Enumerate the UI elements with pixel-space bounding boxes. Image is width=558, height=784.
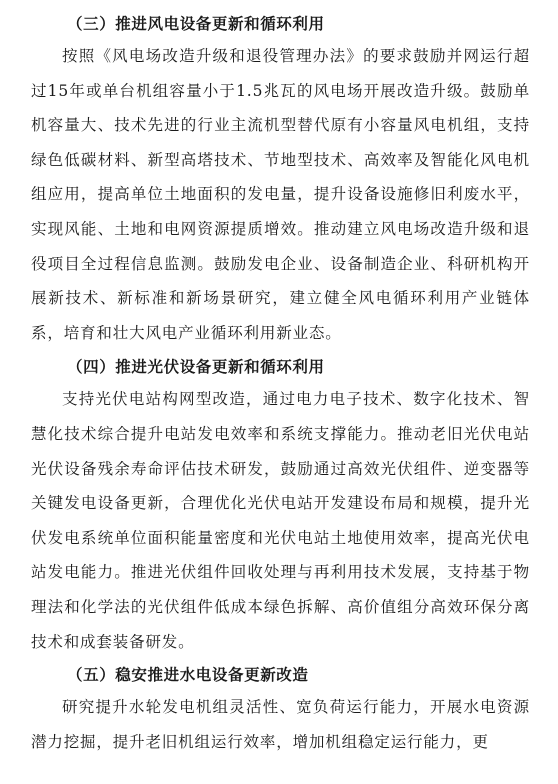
section-wind-power	[31, 8, 530, 350]
section-heading: （四）推进光伏设备更新和循环利用	[67, 357, 325, 377]
section-heading: （三）推进风电设备更新和循环利用	[67, 14, 325, 33]
section-photovoltaic	[31, 351, 530, 659]
section-paragraph: 支持光伏电站构网型改造，通过电力电子技术、数字化技术、智慧化技术综合提升电站发电效率和系统支撑能力。推动老旧光伏电站光伏设备残余寿命评估技术研发，鼓励通过高效光伏组件、逆变器等关键发电设备更新，合理优化光伏电站开发建设布局和规模，提升光伏发电系统单位面积能量密度和光伏电站土地使用效率，提高光伏电站发电能力。推进光伏组件回收处理与再利用技术发展，支持基于物理法和化学法的光伏组件低成本绿色拆解、高价值组分高效环保分离技术和成套装备研发。	[31, 390, 530, 651]
section-paragraph: 按照《风电场改造升级和退役管理办法》的要求鼓励并网运行超过15年或单台机组容量小于1.5兆瓦的风电场开展改造升级。鼓励单机容量大、技术先进的行业主流机型替代原有小容量风电机组，支持绿色低碳材料、新型高塔技术、节地型技术、高效率及智能化风电机组应用，提高单位土地面积的发电量，提升设备设施修旧利废水平，实现风能、土地和电网资源提质增效。推动建立风电场改造升级和退役项目全过程信息监测。鼓励发电企业、设备制造企业、科研机构开展新技术、新标准和新场景研究，建立健全风电循环利用产业链体系，培育和壮大风电产业循环利用新业态。	[31, 47, 530, 342]
section-paragraph: 研究提升水轮发电机组灵活性、宽负荷运行能力，开展水电资源潜力挖掘，提升老旧机组运行效率，增加机组稳定运行能力，更	[31, 698, 530, 751]
section-heading: （五）稳安推进水电设备更新改造	[67, 665, 309, 685]
section-hydropower	[31, 659, 530, 759]
